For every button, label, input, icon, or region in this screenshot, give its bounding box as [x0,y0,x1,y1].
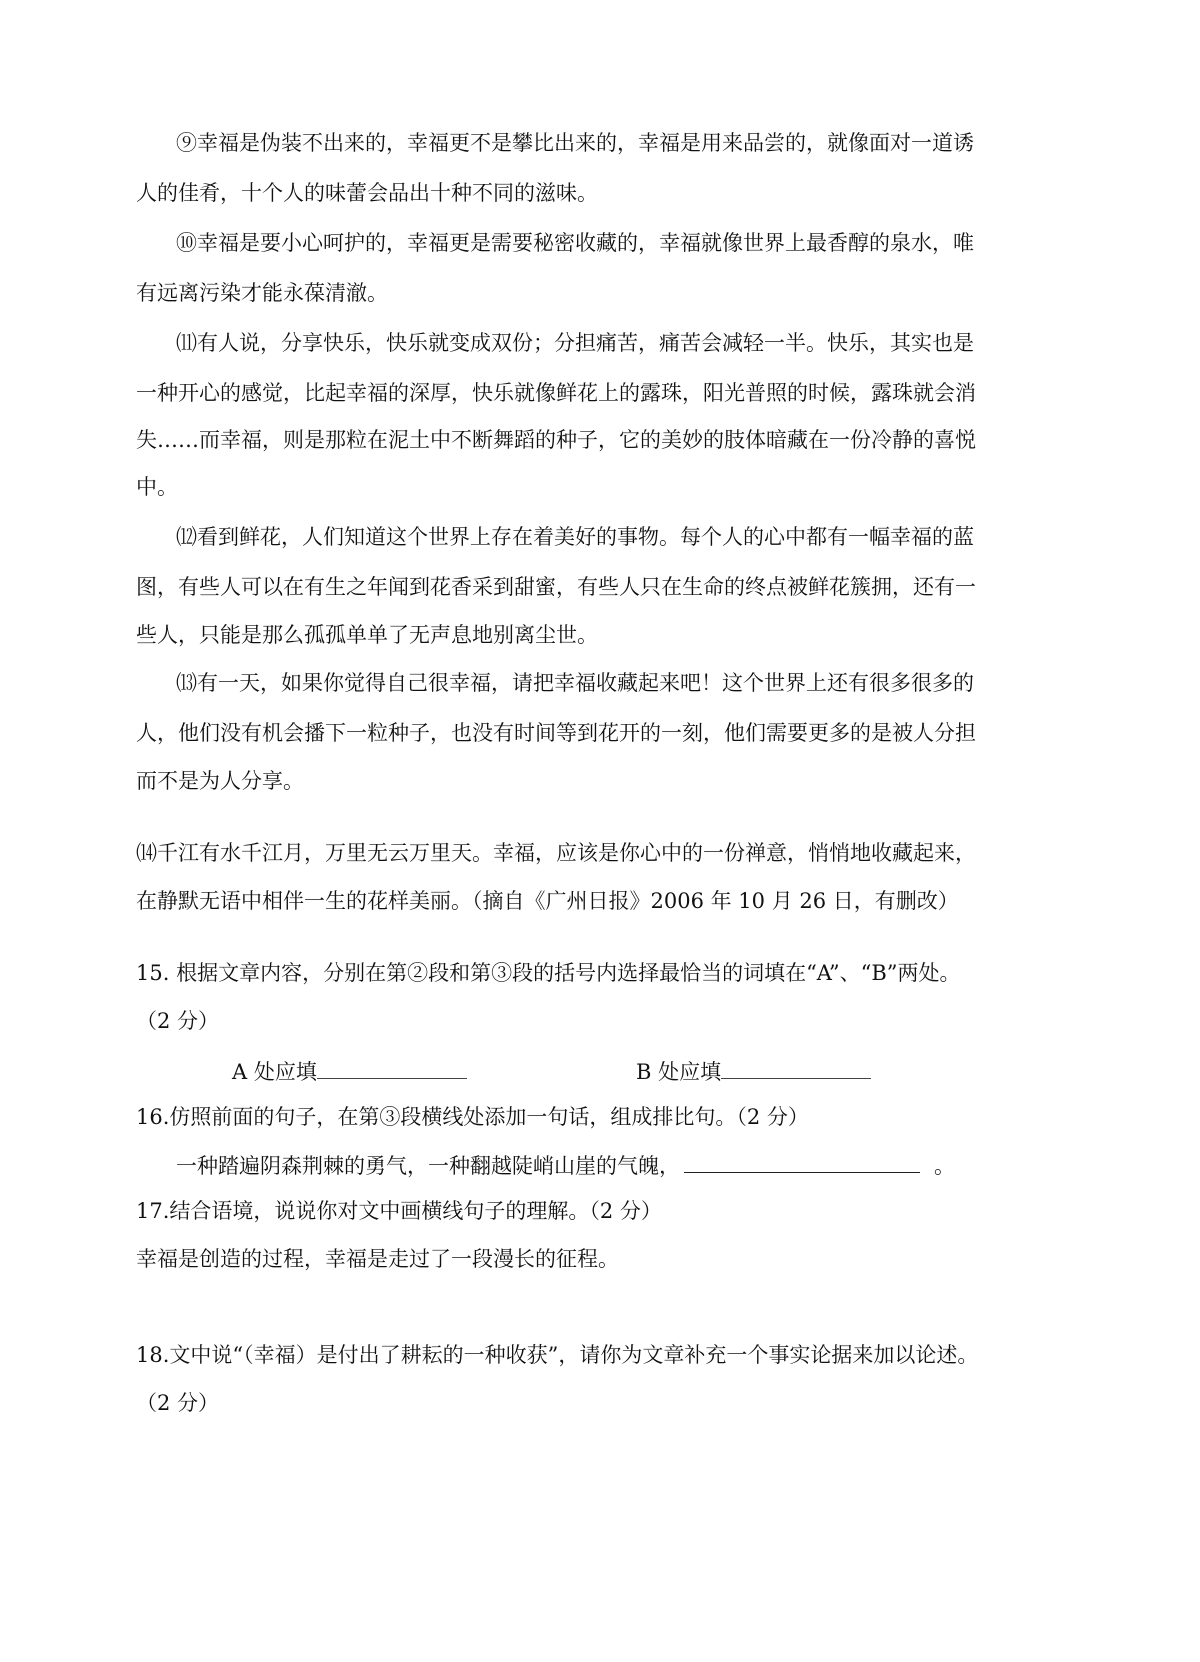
question-18-score: （2 分） [136,1391,220,1415]
paragraph-12-line-3: 些人，只能是那么孤孤单单了无声息地别离尘世。 [136,623,598,647]
paragraph-11-line-3: 失……而幸福，则是那粒在泥土中不断舞蹈的种子，它的美妙的肢体暗藏在一份冷静的喜悦 [136,428,976,452]
paragraph-13-line-3: 而不是为人分享。 [136,769,304,793]
answer-a-blank[interactable] [317,1056,467,1079]
paragraph-9-line-2: 人的佳肴，十个人的味蕾会品出十种不同的滋味。 [136,181,598,205]
question-18-text: 18.文中说“（幸福）是付出了耕耘的一种收获”，请你为文章补充一个事实论据来加以论述。 [136,1343,979,1367]
paragraph-12-line-1: ⑿看到鲜花，人们知道这个世界上存在着美好的事物。每个人的心中都有一幅幸福的蓝 [176,525,974,549]
paragraph-11-line-1: ⑾有人说，分享快乐，快乐就变成双份；分担痛苦，痛苦会减轻一半。快乐，其实也是 [176,331,974,355]
question-15-text: 15. 根据文章内容，分别在第②段和第③段的括号内选择最恰当的词填在“A”、“B”两处。 [136,961,961,985]
paragraph-9-line-1: ⑨幸福是伪装不出来的，幸福更不是攀比出来的，幸福是用来品尝的，就像面对一道诱 [176,131,974,155]
question-17-text: 17.结合语境，说说你对文中画横线句子的理解。（2 分） [136,1199,662,1223]
paragraph-13-line-1: ⒀有一天，如果你觉得自己很幸福，请把幸福收藏起来吧！这个世界上还有很多很多的 [176,671,974,695]
question-17-quote: 幸福是创造的过程，幸福是走过了一段漫长的征程。 [136,1247,619,1271]
paragraph-10-line-1: ⑩幸福是要小心呵护的，幸福更是需要秘密收藏的，幸福就像世界上最香醇的泉水，唯 [176,231,974,255]
answer-b-label: B 处应填 [636,1060,722,1084]
paragraph-11-line-2: 一种开心的感觉，比起幸福的深厚，快乐就像鲜花上的露珠，阳光普照的时候，露珠就会消 [136,381,976,405]
paragraph-14-line-2: 在静默无语中相伴一生的花样美丽。（摘自《广州日报》2006 年 10 月 26 日，有删改） [136,889,959,913]
paragraph-11-line-4: 中。 [136,475,178,499]
paragraph-12-line-2: 图，有些人可以在有生之年闻到花香采到甜蜜，有些人只在生命的终点被鲜花簇拥，还有一 [136,575,976,599]
question-16-text: 16.仿照前面的句子，在第③段横线处添加一句话，组成排比句。（2 分） [136,1105,809,1129]
question-15-score: （2 分） [136,1009,220,1033]
question-16-blank[interactable] [684,1150,920,1173]
answer-a-label: A 处应填 [232,1060,317,1084]
answer-b-blank[interactable] [721,1056,871,1079]
paragraph-10-line-2: 有远离污染才能永葆清澈。 [136,281,388,305]
paragraph-14-line-1: ⒁千江有水千江月，万里无云万里天。幸福，应该是你心中的一份禅意，悄悄地收藏起来， [136,841,976,865]
question-16-prompt: 一种踏遍阴森荆棘的勇气，一种翻越陡峭山崖的气魄， [176,1154,680,1178]
question-16-sentence [176,1150,955,1181]
question-16-period: 。 [934,1154,955,1178]
question-15-answer-b [636,1056,871,1087]
question-15-answer-a [232,1056,467,1087]
paragraph-13-line-2: 人，他们没有机会播下一粒种子，也没有时间等到花开的一刻，他们需要更多的是被人分担 [136,721,976,745]
